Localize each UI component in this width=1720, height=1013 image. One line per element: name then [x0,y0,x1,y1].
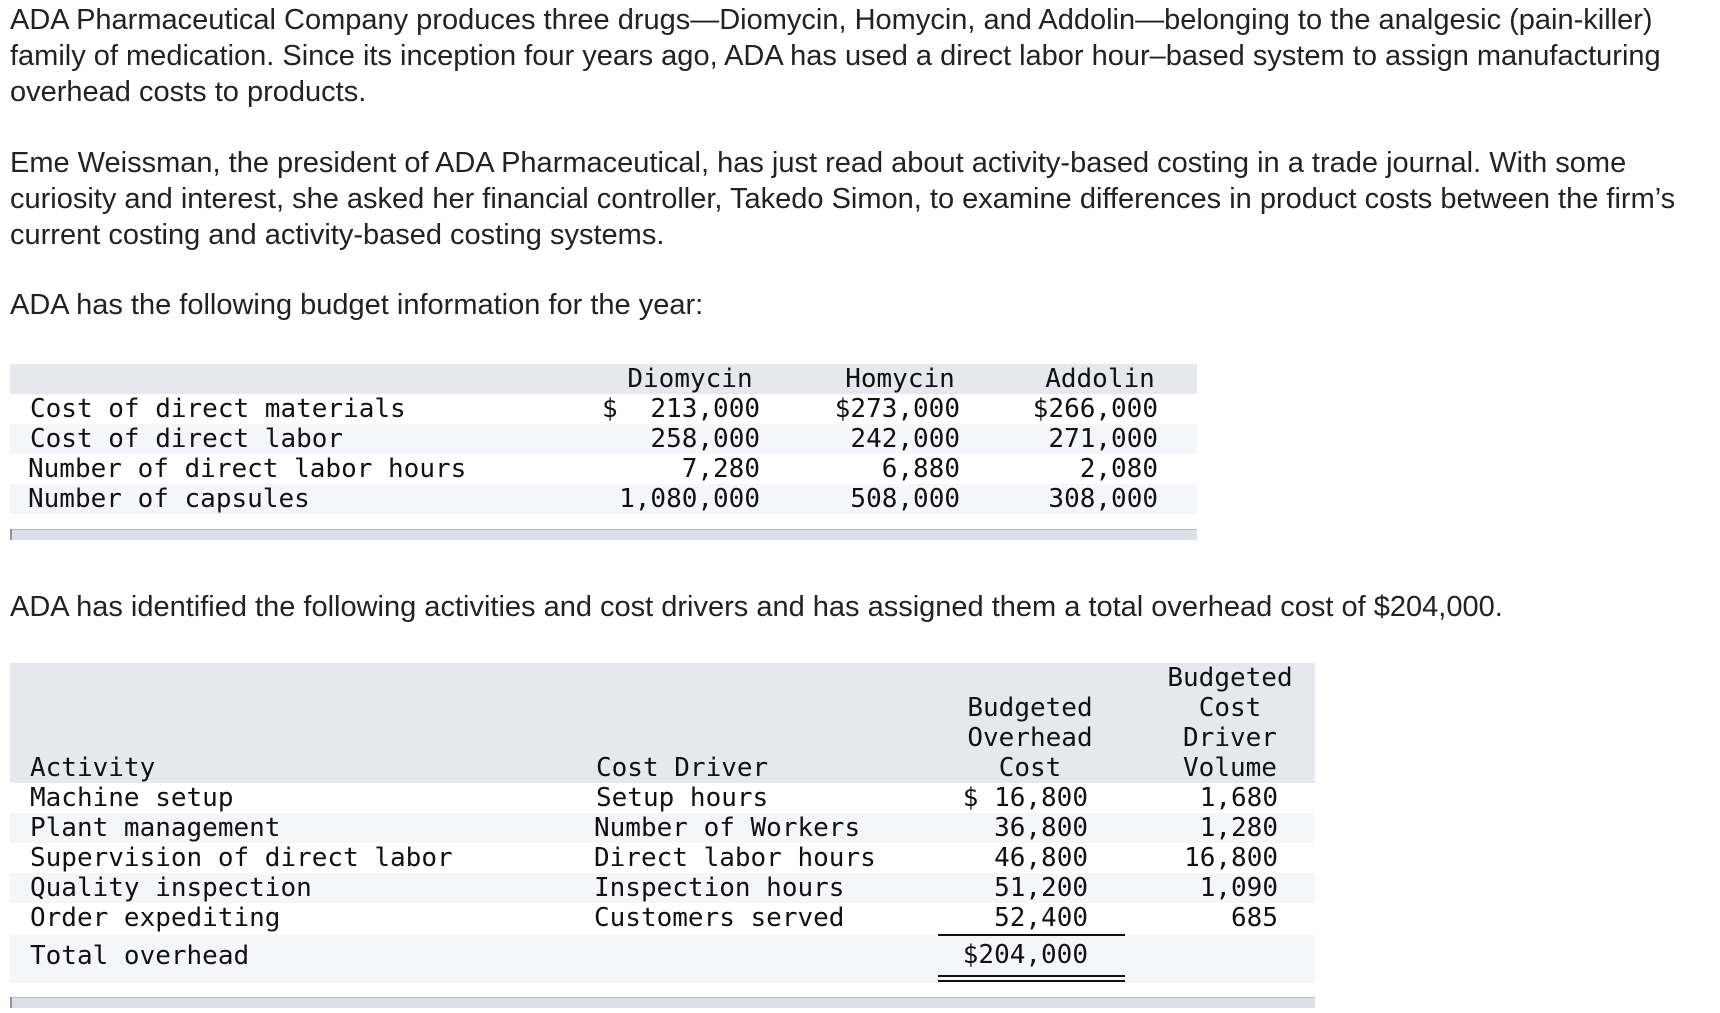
budget-table-footer [10,529,1197,540]
overhead-cost: 52,400 [994,903,1088,933]
col-header-overhead-line3: Cost [998,753,1062,783]
activity-table-footer [10,997,1315,1008]
row-label: Number of capsules [28,484,310,514]
value-diomycin: 1,080,000 [619,484,760,514]
row-label: Cost of direct labor [30,424,344,454]
overhead-cost: 51,200 [994,873,1088,903]
dollar-sign: $ [602,394,618,424]
overhead-cost: 36,800 [994,813,1088,843]
driver-volume: 1,090 [1199,873,1278,903]
overhead-cost: $ 16,800 [962,783,1088,813]
col-header-overhead-line1: Budgeted [967,693,1093,723]
value-addolin: 308,000 [1048,484,1158,514]
intro-paragraph-4: ADA has identified the following activities and cost drivers and has assigned them a total overhead cost of $204,000. [10,591,1503,623]
value-diomycin: 7,280 [681,454,760,484]
value-addolin: 271,000 [1048,424,1158,454]
activity-name: Plant management [30,813,281,843]
intro-paragraph-1: ADA Pharmaceutical Company produces three drugs—Diomycin, Homycin, and Addolin—belonging to the analgesic (pain-killer) family of medication. Since its inception four years ago, ADA has used a direct labor hour–based system to assign manufacturing overhead costs to products. [10,4,1661,108]
cost-driver: Number of Workers [594,813,861,843]
total-label: Total overhead [30,941,250,971]
total-overhead-cost: $204,000 [962,940,1088,970]
cost-driver: Setup hours [596,783,769,813]
value-addolin: 2,080 [1079,454,1158,484]
driver-volume: 16,800 [1184,843,1278,873]
cost-driver: Direct labor hours [594,843,876,873]
intro-paragraph-2: Eme Weissman, the president of ADA Pharmaceutical, has just read about activity-based costing in a trade journal. With some curiosity and interest, she asked her financial controller, Takedo Simon, to examine differences in product costs between the firm’s current costing and activity-based costing systems. [10,147,1676,251]
activity-name: Machine setup [30,783,234,813]
total-double-underline-top [938,975,1125,977]
overhead-cost: 46,800 [994,843,1088,873]
value-homycin: $273,000 [834,394,960,424]
value-addolin: $266,000 [1032,394,1158,424]
value-diomycin: 258,000 [650,424,760,454]
col-header-activity: Activity [30,753,156,783]
value-homycin: 242,000 [850,424,960,454]
cost-driver: Customers served [594,903,845,933]
activity-name: Supervision of direct labor [30,843,453,873]
total-double-underline-bottom [938,980,1125,982]
col-header-homycin: Homycin [845,364,955,394]
value-diomycin: 213,000 [650,394,760,424]
value-homycin: 508,000 [850,484,960,514]
footer-tick [10,529,12,540]
subtotal-underline [938,934,1125,936]
col-header-cost-driver: Cost Driver [596,753,769,783]
footer-tick [10,997,12,1008]
col-header-addolin: Addolin [1045,364,1155,394]
col-header-volume-line3: Driver [1183,723,1277,753]
driver-volume: 685 [1231,903,1278,933]
col-header-volume-line4: Volume [1183,753,1277,783]
driver-volume: 1,680 [1199,783,1278,813]
activity-name: Quality inspection [30,873,312,903]
value-homycin: 6,880 [881,454,960,484]
driver-volume: 1,280 [1199,813,1278,843]
intro-paragraph-3: ADA has the following budget information for the year: [10,289,704,321]
col-header-overhead-line2: Overhead [967,723,1093,753]
col-header-volume-line1: Budgeted [1167,663,1293,693]
cost-driver: Inspection hours [594,873,845,903]
row-label: Cost of direct materials [30,394,406,424]
col-header-diomycin: Diomycin [627,364,753,394]
row-label: Number of direct labor hours [28,454,467,484]
col-header-volume-line2: Cost [1198,693,1262,723]
activity-name: Order expediting [30,903,281,933]
budget-header-band [10,364,1197,394]
